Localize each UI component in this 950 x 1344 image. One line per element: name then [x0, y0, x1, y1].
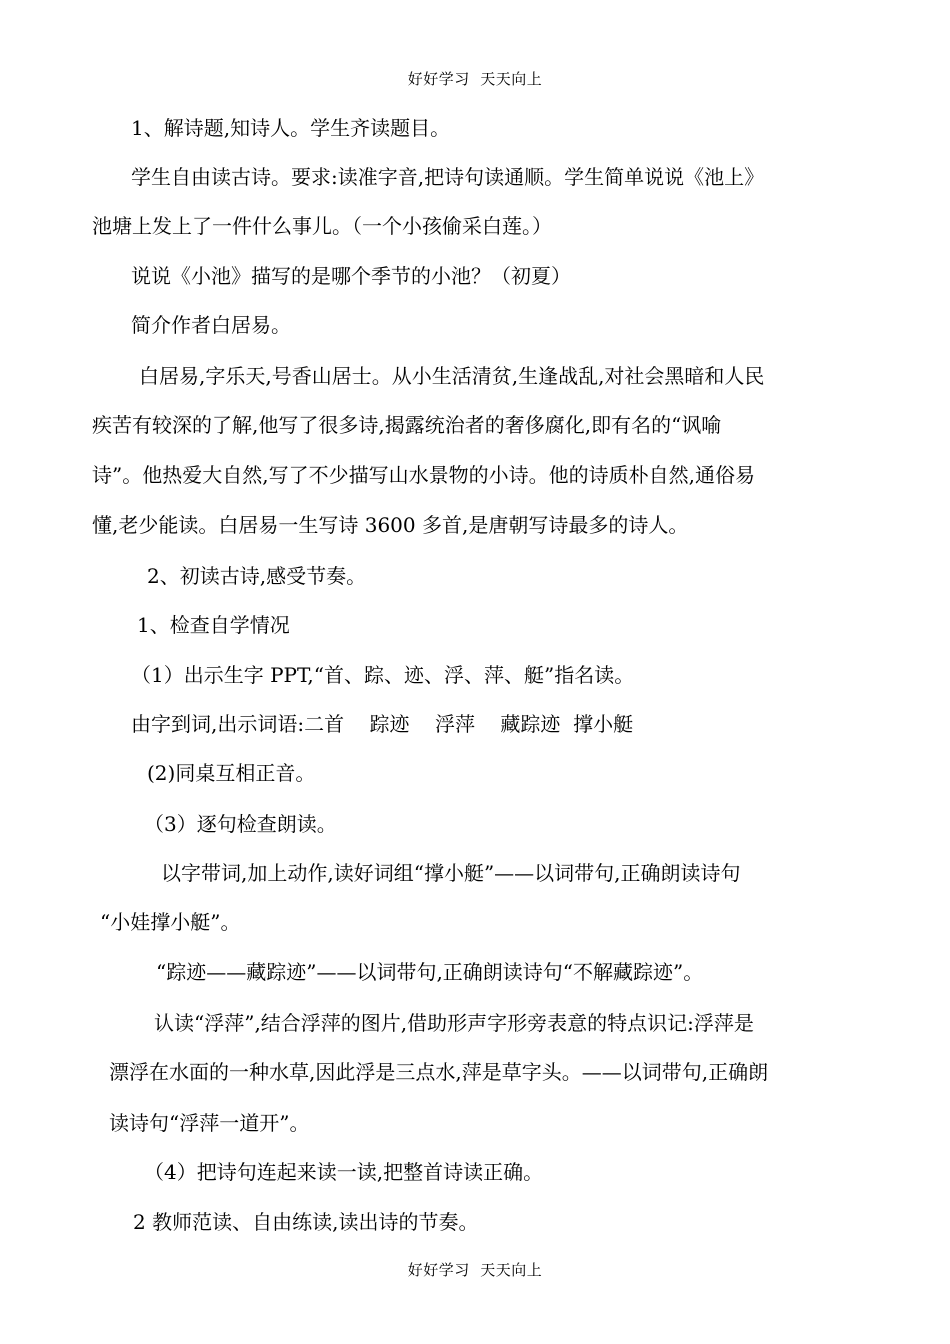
- text-line: 懂,老少能读。白居易一生写诗 3600 多首,是唐朝写诗最多的诗人。: [92, 513, 689, 537]
- text-line: （1）出示生字 PPT,“首、踪、迹、浮、萍、艇”指名读。: [131, 663, 635, 687]
- text-line: （4）把诗句连起来读一读,把整首诗读正确。: [144, 1160, 544, 1184]
- text-line: 读诗句“浮萍一道开”。: [109, 1111, 310, 1135]
- text-line: 由字到词,出示词语:二首 踪迹 浮萍 藏踪迹 撑小艇: [131, 712, 634, 736]
- text-line: 漂浮在水面的一种水草,因此浮是三点水,萍是草字头。——以词带句,正确朗: [109, 1060, 769, 1084]
- text-line: （3）逐句检查朗读。: [144, 812, 337, 836]
- text-line: (2)同桌互相正音。: [147, 761, 316, 785]
- text-line: 以字带词,加上动作,读好词组“撑小艇”——以词带句,正确朗读诗句: [161, 861, 741, 885]
- text-line: 说说《小池》描写的是哪个季节的小池？（初夏）: [131, 264, 571, 288]
- text-line: 2 教师范读、自由练读,读出诗的节奏。: [133, 1210, 479, 1234]
- text-line: “踪迹——藏踪迹”——以词带句,正确朗读诗句“不解藏踪迹”。: [156, 960, 704, 984]
- text-line: 池塘上发上了一件什么事儿。（一个小孩偷采白莲。）: [92, 214, 552, 238]
- text-line: 简介作者白居易。: [131, 313, 291, 337]
- page-footer: 好好学习 天天向上: [407, 1261, 543, 1279]
- text-line: 疾苦有较深的了解,他写了很多诗,揭露统治者的奢侈腐化,即有名的“讽喻: [92, 413, 722, 437]
- text-line: 认读“浮萍”,结合浮萍的图片,借助形声字形旁表意的特点识记:浮萍是: [154, 1011, 754, 1035]
- text-line: 1、检查自学情况: [137, 613, 290, 637]
- text-line: 学生自由读古诗。要求:读准字音,把诗句读通顺。学生简单说说《池上》: [131, 165, 765, 189]
- text-line: 白居易,字乐天,号香山居士。从小生活清贫,生逢战乱,对社会黑暗和人民: [139, 364, 765, 388]
- text-line: “小娃撑小艇”。: [100, 910, 241, 934]
- text-line: 诗”。他热爱大自然,写了不少描写山水景物的小诗。他的诗质朴自然,通俗易: [92, 463, 755, 487]
- section-heading: 2、初读古诗,感受节奏。: [147, 564, 367, 588]
- page-header: 好好学习 天天向上: [407, 70, 543, 88]
- text-line: 1、解诗题,知诗人。学生齐读题目。: [131, 116, 451, 140]
